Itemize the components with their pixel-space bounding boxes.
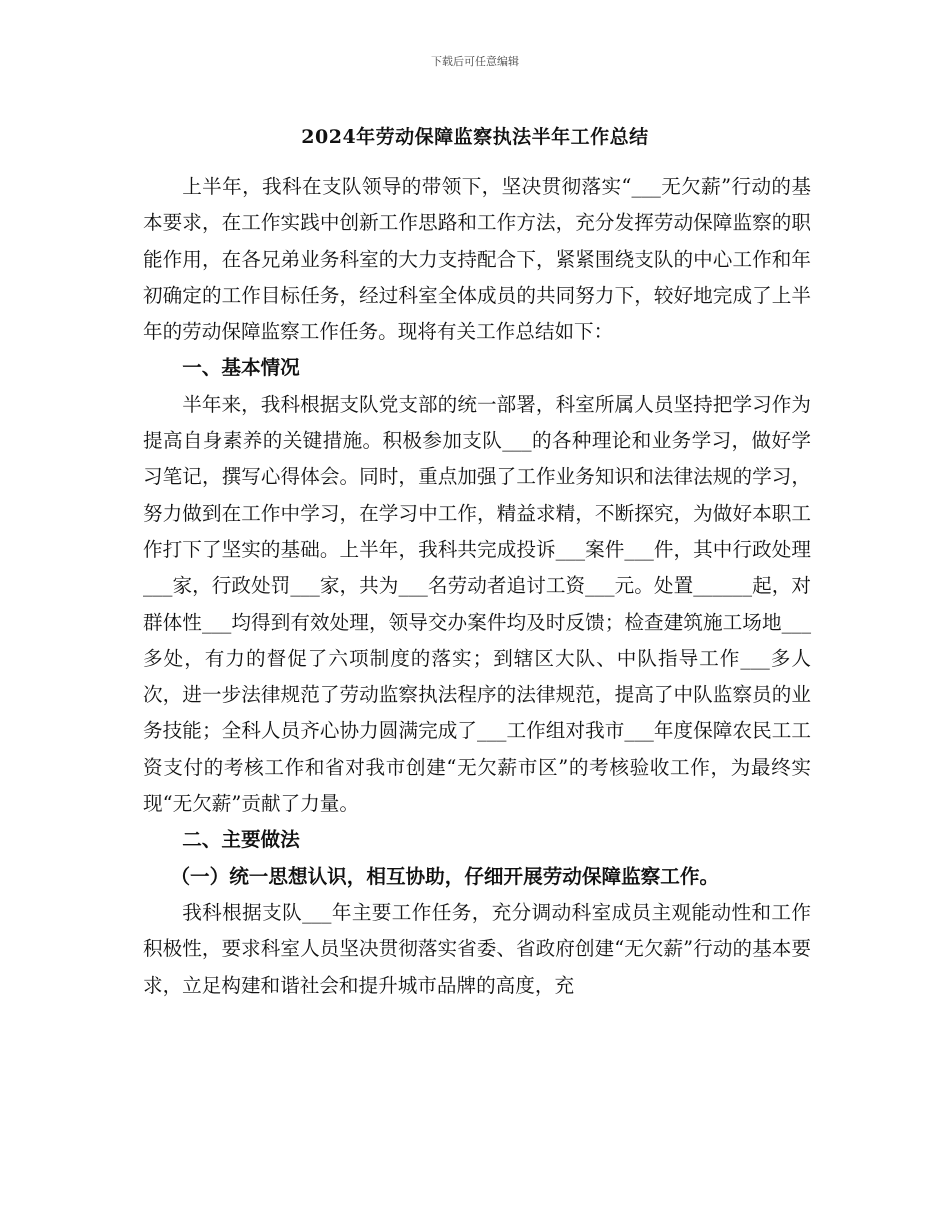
section-heading-basic: 一、基本情况 <box>182 356 300 380</box>
section-heading-methods: 二、主要做法 <box>182 828 300 852</box>
methods-paragraph: 我科根据支队___年主要工作任务，充分调动科室成员主观能动性和工作积极性，要求科室人员坚决贯彻落实省委、省政府创建“无欠薪”行动的基本要求，立足构建和谐社会和提升城市品牌的高度，充 <box>143 900 811 997</box>
subsection-heading-1: （一）统一思想认识，相互协助，仔细开展劳动保障监察工作。 <box>170 864 720 888</box>
document-title: 2024年劳动保障监察执法半年工作总结 <box>301 126 649 148</box>
basic-situation-paragraph: 半年来，我科根据支队党支部的统一部署，科室所属人员坚持把学习作为提高自身素养的关键措施。积极参加支队___的各种理论和业务学习，做好学习笔记，撰写心得体会。同时，重点加强了工作业务知识和法律法规的学习，努力做到在工作中学习，在学习中工作，精益求精，不断探究，为做好本职工作打下了坚实的基础。上半年，我科共完成投诉___案件___件，其中行政处理___家，行政处罚___家，共为___名劳动者追讨工资___元。处置______起，对群体性___均得到有效处理，领导交办案件均及时反馈；检查建筑施工场地___多处，有力的督促了六项制度的落实；到辖区大队、中队指导工作___多人次，进一步法律规范了劳动监察执法程序的法律规范，提高了中队监察员的业务技能；全科人员齐心协力圆满完成了___工作组对我市___年度保障农民工工资支付的考核工作和省对我市创建“无欠薪市区”的考核验收工作，为最终实现“无欠薪”贡献了力量。 <box>143 392 811 816</box>
intro-paragraph: 上半年，我科在支队领导的带领下，坚决贯彻落实“___无欠薪”行动的基本要求，在工作实践中创新工作思路和工作方法，充分发挥劳动保障监察的职能作用，在各兄弟业务科室的大力支持配合下，紧紧围绕支队的中心工作和年初确定的工作目标任务，经过科室全体成员的共同努力下，较好地完成了上半年的劳动保障监察工作任务。现将有关工作总结如下： <box>143 175 811 344</box>
page-header-note: 下载后可任意编辑 <box>431 55 519 68</box>
document-body <box>143 169 811 1004</box>
